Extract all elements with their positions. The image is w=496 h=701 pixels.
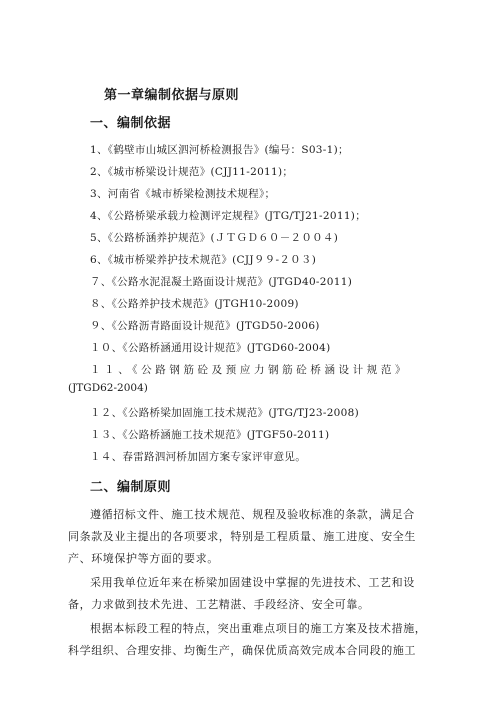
reference-item: ７、《公路水泥混凝土路面设计规范》(JTGD40-2011) <box>90 276 353 288</box>
reference-item-continuation: (JTGD62-2004) <box>68 382 148 394</box>
reference-item: １２、《公路桥梁加固施工技术规范》(JTG/TJ23-2008) <box>90 407 360 419</box>
reference-item: １４、春雷路泗河桥加固方案专家评审意见。 <box>90 451 306 463</box>
reference-item: 1、《鹤壁市山城区泗河桥检测报告》(编号：S03-1)； <box>90 144 349 156</box>
reference-item: ８、《公路养护技术规范》(JTGH10-2009) <box>90 298 299 310</box>
paragraph-line: 根据本标段工程的特点，突出重难点项目的施工方案及技术措施， <box>90 622 427 635</box>
reference-item: 3、河南省《城市桥梁检测技术规程》； <box>90 188 276 200</box>
reference-item: 5、《公路桥涵养护规范》(ＪＴＧＤ６０－２００４) <box>90 232 339 244</box>
paragraph-line: 科学组织、合理安排、均衡生产，确保优质高效完成本合同段的施工 <box>68 644 416 657</box>
paragraph-line: 产、环境保护等方面的要求。 <box>68 552 219 565</box>
reference-item: 4、《公路桥梁承载力检测评定规程》(JTG/TJ21-2011)； <box>90 210 367 222</box>
reference-item: ９、《公路沥青路面设计规范》(JTGD50-2006) <box>90 320 320 332</box>
reference-item: １１、《公路钢筋砼及预应力钢筋砼桥涵设计规范》 <box>90 364 410 376</box>
reference-item: １０、《公路桥涵通用设计规范》(JTGD60-2004) <box>90 342 331 354</box>
section-title-principles: 二、编制原则 <box>90 480 172 495</box>
paragraph-line: 遵循招标文件、施工技术规范、规程及验收标准的条款，满足合 <box>90 508 415 521</box>
reference-item: １３、《公路桥涵施工技术规范》(JTGF50-2011) <box>90 429 330 441</box>
paragraph-line: 备，力求做到技术先进、工艺精湛、手段经济、安全可靠。 <box>68 598 370 611</box>
reference-item: 6、《城市桥梁养护技术规范》(CJJ９９-２０３) <box>90 254 317 266</box>
paragraph-line: 同条款及业主提出的各项要求，特别是工程质量、施工进度、安全生 <box>68 530 416 543</box>
reference-item: 2、《城市桥梁设计规范》(CJJ11-2011)； <box>90 166 294 178</box>
chapter-title: 第一章编制依据与原则 <box>104 88 240 103</box>
section-title-basis: 一、编制依据 <box>90 116 172 131</box>
paragraph-line: 采用我单位近年来在桥梁加固建设中掌握的先进技术、工艺和设 <box>90 576 415 589</box>
